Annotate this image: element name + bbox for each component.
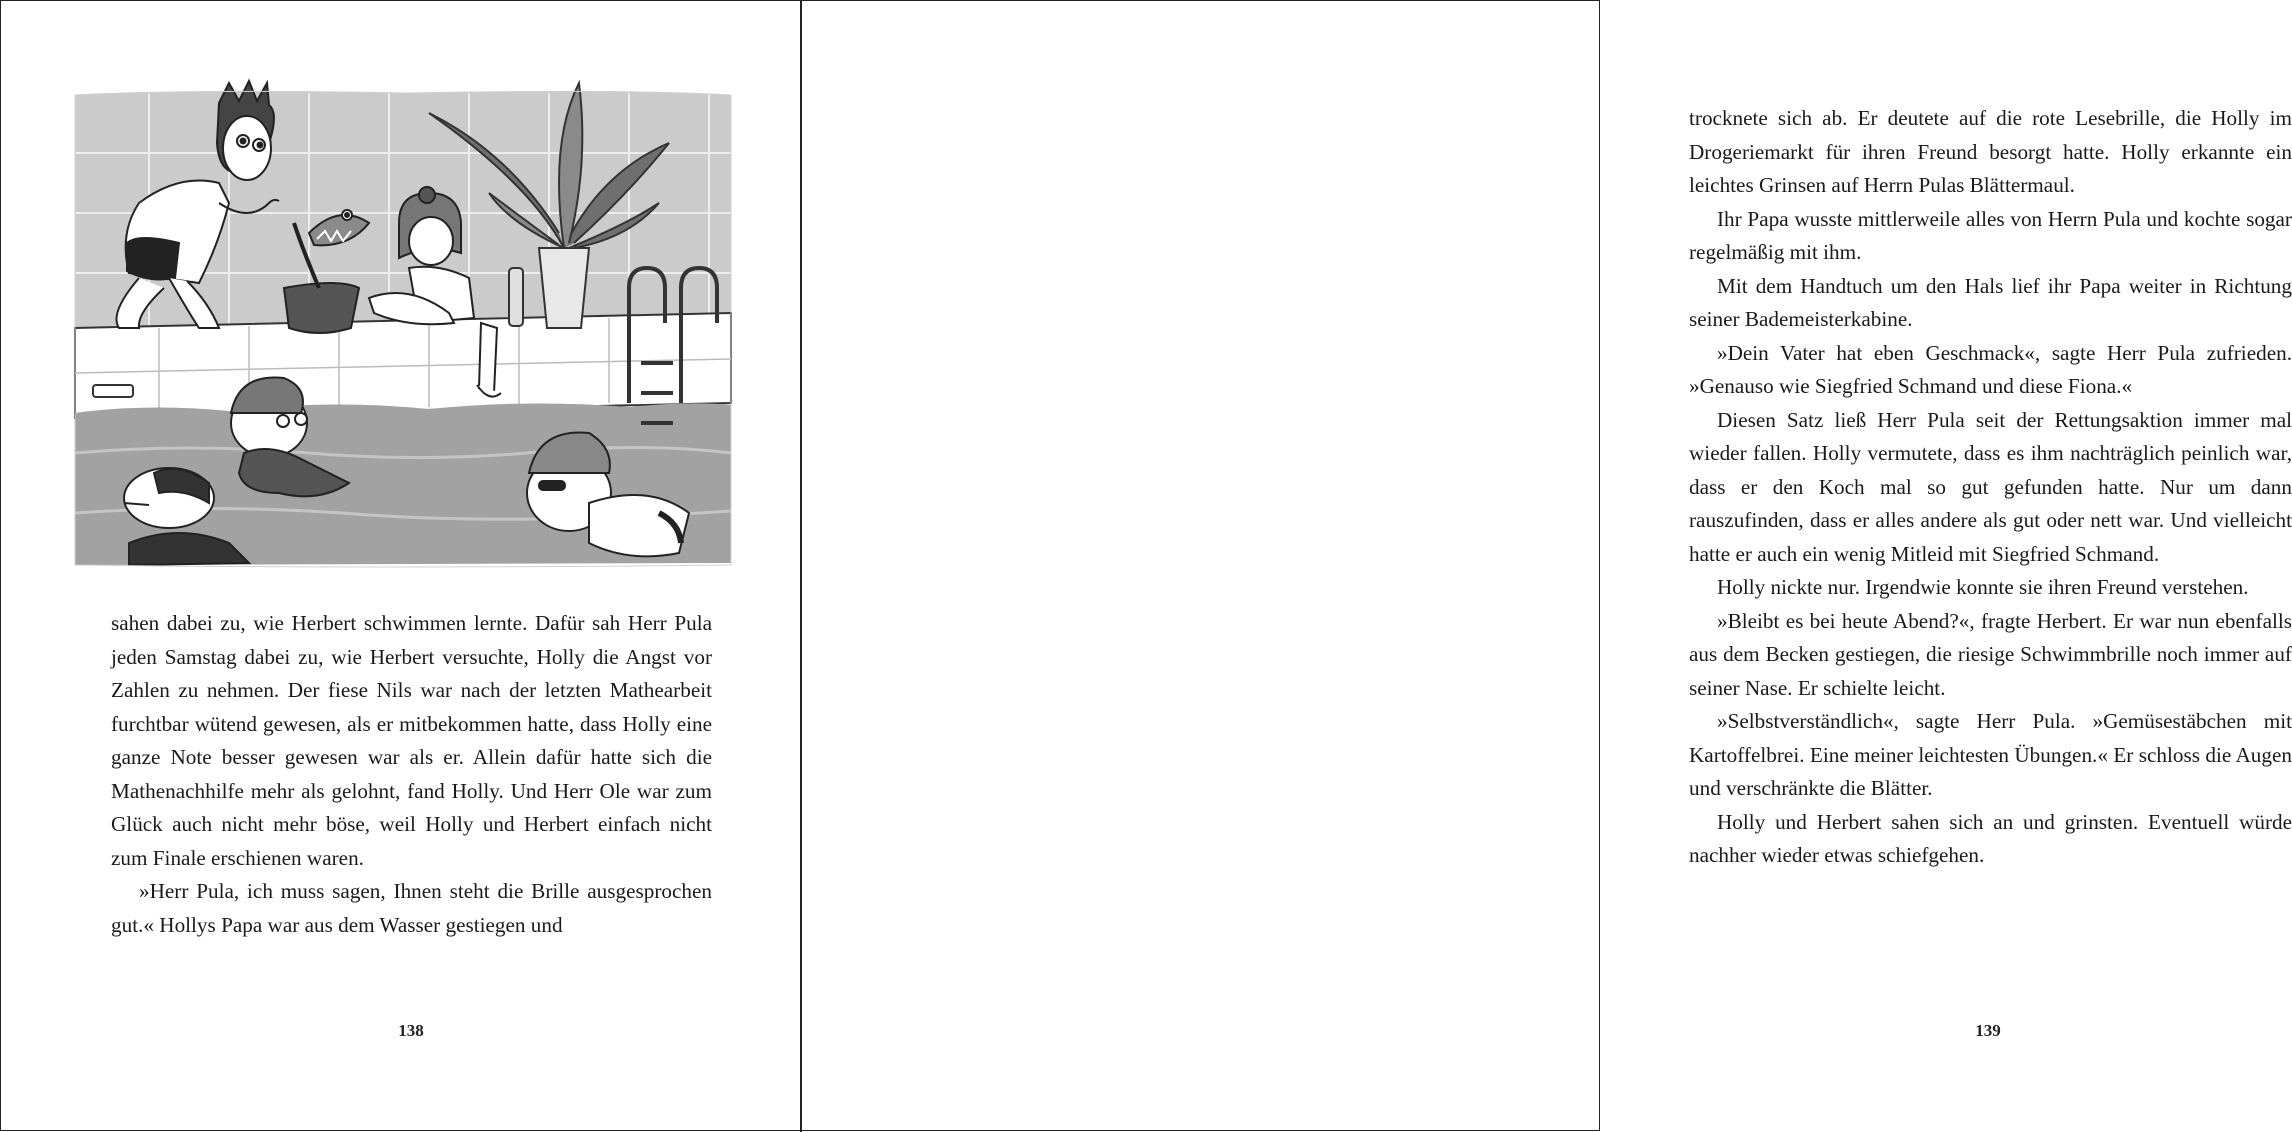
right-page-text xyxy=(1689,102,2292,873)
paragraph: »Bleibt es bei heute Abend?«, fragte Herbert. Er war nun ebenfalls aus dem Becken gestiegen, die riesige Schwimmbrille noch immer auf seiner Nase. Er schielte leicht. xyxy=(1689,608,2292,700)
paragraph: Diesen Satz ließ Herr Pula seit der Rettungsaktion immer mal wieder fallen. Holly vermutete, dass es ihm nachträglich peinlich war, dass er den Koch mal so gut gefunden hatte. Nur um dann rauszufinden, dass er alles andere als gut oder nett war. Und vielleicht hatte er auch ein wenig Mitleid mit Siegfried Schmand. xyxy=(1689,407,2292,566)
paragraph: Holly und Herbert sahen sich an und grinsten. Eventuell würde nachher wieder etwas schiefgehen. xyxy=(1689,809,2292,867)
right-page xyxy=(801,1,2292,1132)
page-number-left: 138 xyxy=(398,1021,424,1040)
bottle xyxy=(509,268,523,326)
paragraph: »Dein Vater hat eben Geschmack«, sagte Herr Pula zufrieden. »Genauso wie Siegfried Schmand und diese Fiona.« xyxy=(1689,340,2292,398)
paragraph: Holly nickte nur. Irgendwie konnte sie ihren Freund verstehen. xyxy=(1717,575,2249,599)
paragraph: sahen dabei zu, wie Herbert schwimmen lernte. Dafür sah Herr Pula jeden Samstag dabei zu, wie Herbert versuchte, Holly die Angst vor Zahlen zu nehmen. Der fiese Nils war nach der letzten Mathearbeit furchtbar wütend gewesen, als er mitbekommen hatte, dass Holly eine ganze Note besser gewesen war als er. Allein dafür hatte sich die Mathenachhilfe mehr als gelohnt, fand Holly. Und Herr Ole war zum Glück auch nicht mehr böse, weil Holly und Herbert einfach nicht zum Finale erschienen waren. xyxy=(111,611,712,870)
paragraph: Mit dem Handtuch um den Hals lief ihr Papa weiter in Richtung seiner Bademeisterkabine. xyxy=(1689,273,2292,331)
paragraph: trocknete sich ab. Er deutete auf die rote Lesebrille, die Holly im Drogeriemarkt für ihren Freund besorgt hatte. Holly erkannte ein leichtes Grinsen auf Herrn Pulas Blättermaul. xyxy=(1689,106,2292,197)
left-page-text xyxy=(111,607,712,942)
paragraph: »Herr Pula, ich muss sagen, Ihnen steht die Brille ausgesprochen gut.« Hollys Papa war aus dem Wasser gestiegen und xyxy=(111,879,712,937)
pool-scene-svg xyxy=(69,73,749,583)
page-number-right: 139 xyxy=(1975,1021,2001,1040)
paragraph: Ihr Papa wusste mittlerweile alles von Herrn Pula und kochte sogar regelmäßig mit ihm. xyxy=(1689,206,2292,264)
paragraph: »Selbstverständlich«, sagte Herr Pula. »Gemüsestäbchen mit Kartoffelbrei. Eine meiner leichtesten Übungen.« Er schloss die Augen und verschränkte die Blätter. xyxy=(1689,709,2292,800)
depth-marker xyxy=(93,385,133,397)
pool-illustration xyxy=(69,73,749,583)
left-page xyxy=(1,1,801,1132)
